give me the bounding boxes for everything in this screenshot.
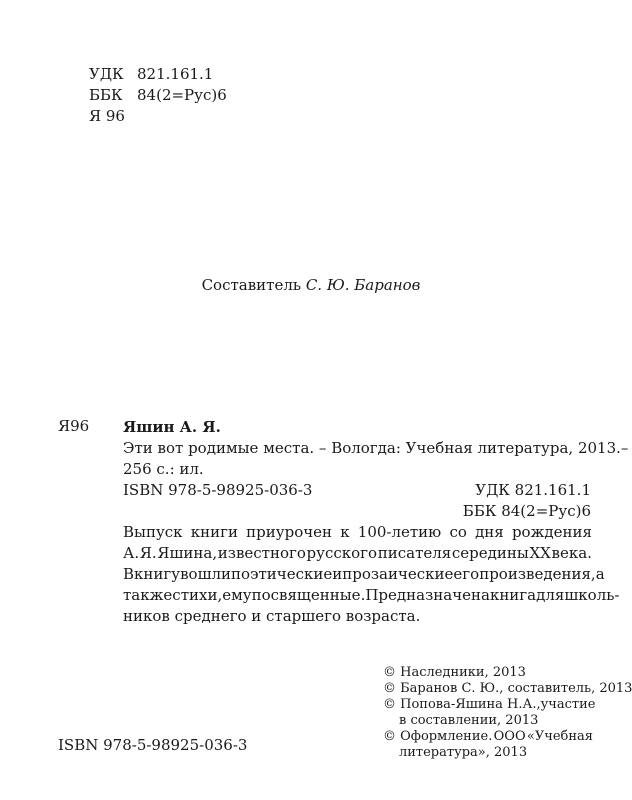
catalog-bbk: ББК 84(2=Рус)6: [462, 502, 591, 520]
annotation-word: ему: [222, 586, 252, 604]
annotation-word: поэтические: [231, 565, 333, 583]
annotation-word: его: [453, 565, 480, 583]
annotation-word: и: [332, 565, 343, 583]
annotation-word: XX: [529, 544, 551, 562]
annotation-word: произведения,: [479, 565, 596, 583]
annotation-word: вошли: [180, 565, 232, 583]
copyright-block: [383, 665, 632, 761]
annotation-word: рождения: [511, 523, 592, 541]
annotation-word: прозаические: [342, 565, 454, 583]
annotation-line: [123, 585, 620, 606]
annotation-word: книга: [489, 586, 537, 604]
udk-value: 821.161.1: [137, 65, 214, 83]
title-dash: –: [620, 439, 629, 457]
annotation-word: дня: [475, 523, 504, 541]
copyright-part: © Оформление.: [383, 729, 493, 744]
compiler-label: Составитель: [201, 276, 302, 294]
title-line: [123, 438, 629, 459]
compiler-line: [0, 276, 622, 294]
isbn-udk-line: [123, 480, 591, 501]
annotation-word: стихи,: [172, 586, 223, 604]
catalog-mark: Я96: [58, 417, 90, 435]
annotation-word: Яшина,: [157, 544, 218, 562]
annotation-word: приурочен: [246, 523, 333, 541]
annotation-word: Я.: [139, 544, 157, 562]
copyright-line: © Наследники, 2013: [383, 665, 526, 680]
annotation-word: века.: [551, 544, 592, 562]
bbk-label: ББК: [89, 86, 123, 104]
copyright-part: участие: [540, 697, 596, 712]
annotation-line: [123, 522, 592, 543]
annotation-word: 100-летию: [357, 523, 442, 541]
annotation-word: писателя: [377, 544, 452, 562]
annotation-word: В: [123, 565, 135, 583]
annotation-word: известного: [217, 544, 306, 562]
udk-label: УДК: [89, 65, 124, 83]
annotation-last-line: ников среднего и старшего возраста.: [123, 607, 421, 625]
annotation-line: [123, 543, 592, 564]
annotation-word: А.: [123, 544, 140, 562]
copyright-line: [383, 697, 596, 713]
copyright-line: [383, 729, 593, 745]
annotation-word: середины: [451, 544, 529, 562]
compiler-name: С. Ю. Баранов: [305, 276, 421, 294]
copyright-part: ООО: [493, 729, 526, 744]
annotation-word: со: [449, 523, 467, 541]
annotation-word: школь-: [564, 586, 620, 604]
isbn-bottom: ISBN 978-5-98925-036-3: [58, 736, 248, 754]
classification-codes: [89, 64, 227, 127]
bbk-value: 84(2=Рус)6: [137, 86, 227, 104]
annotation-word: Выпуск: [123, 523, 183, 541]
copyright-line: © Баранов С. Ю., составитель, 2013: [383, 681, 632, 696]
annotation-word: а: [595, 565, 605, 583]
copyright-line: в составлении, 2013: [399, 713, 539, 728]
copyright-part: © Попова-Яшина Н.А.,: [383, 697, 541, 712]
annotation: [123, 522, 620, 627]
author-sign: Я 96: [89, 107, 125, 125]
title-text: Эти вот родимые места. – Вологда: Учебная литература, 2013.: [123, 439, 621, 457]
catalog-udk: УДК 821.161.1: [475, 481, 591, 499]
annotation-word: к: [340, 523, 350, 541]
author-name: Яшин А. Я.: [123, 418, 221, 436]
catalog-isbn: ISBN 978-5-98925-036-3: [123, 481, 313, 499]
annotation-word: также: [123, 586, 173, 604]
annotation-word: Предназначена: [365, 586, 490, 604]
annotation-word: для: [536, 586, 565, 604]
bbk-code-row: [89, 85, 227, 106]
pages-line: 256 с.: ил.: [123, 460, 204, 478]
copyright-line: литература», 2013: [399, 745, 528, 760]
annotation-word: русского: [306, 544, 378, 562]
annotation-word: книгу: [134, 565, 181, 583]
annotation-word: книги: [190, 523, 238, 541]
catalog-entry: [123, 417, 629, 522]
annotation-line: [123, 564, 605, 585]
udk-code-row: [89, 64, 227, 85]
copyright-part: «Учебная: [526, 729, 593, 744]
annotation-word: посвященные.: [251, 586, 366, 604]
